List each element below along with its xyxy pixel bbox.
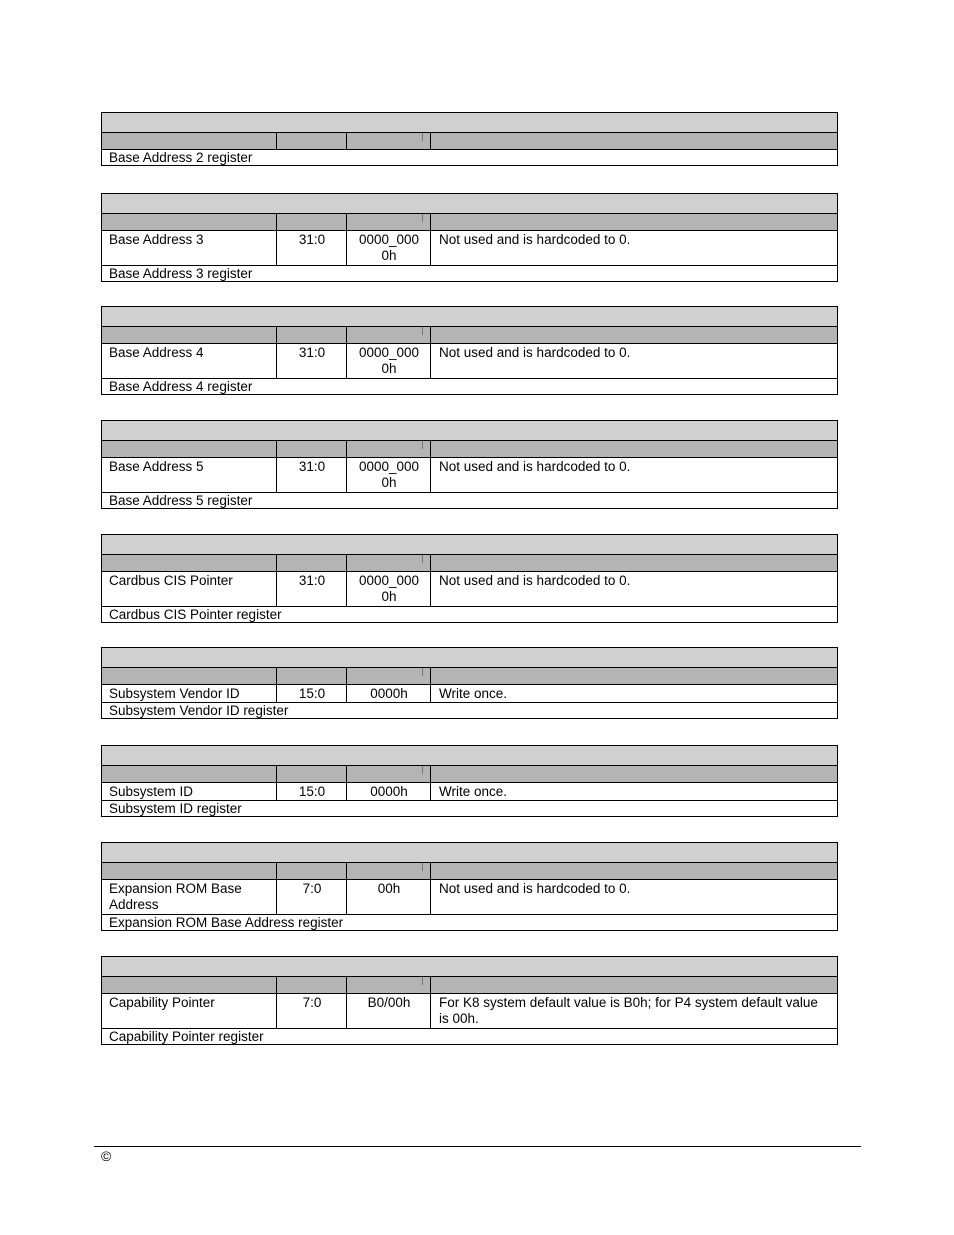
field-bits: 7:0: [277, 994, 347, 1028]
table-row: [102, 458, 837, 493]
register-table-subsystem-vendor-id: [101, 647, 838, 719]
field-bits: 15:0: [277, 783, 347, 800]
field-description: For K8 system default value is B0h; for P4 system default value is 00h.: [439, 995, 818, 1026]
table-row: [102, 994, 837, 1029]
field-name: Base Address 5: [102, 458, 277, 492]
field-description: Write once.: [439, 784, 508, 799]
table-row: [102, 880, 837, 915]
table-title-bar: [102, 957, 837, 977]
field-description: Not used and is hardcoded to 0.: [439, 459, 631, 474]
field-description: Not used and is hardcoded to 0.: [439, 232, 631, 247]
table-caption: Base Address 5 register: [109, 493, 253, 508]
field-name: Subsystem ID: [102, 783, 277, 800]
footer-divider: [94, 1146, 861, 1147]
table-row: [102, 685, 837, 703]
field-bits: 31:0: [277, 458, 347, 492]
table-title-bar: [102, 194, 837, 214]
table-caption: Cardbus CIS Pointer register: [109, 607, 282, 622]
register-table-subsystem-id: [101, 745, 838, 817]
table-title-bar: [102, 113, 837, 133]
register-table-base-address-3: [101, 193, 838, 282]
table-row: [102, 231, 837, 266]
register-table-capability-pointer: [101, 956, 838, 1045]
table-header-row: [102, 441, 837, 458]
field-bits: 31:0: [277, 344, 347, 378]
table-title-bar: [102, 535, 837, 555]
table-header-row: [102, 327, 837, 344]
table-header-row: [102, 863, 837, 880]
field-default: B0/00h: [347, 994, 431, 1028]
field-default: 0000h: [347, 685, 431, 702]
table-row: [102, 783, 837, 801]
table-header-row: [102, 555, 837, 572]
register-table-base-address-5: [101, 420, 838, 509]
register-table-base-address-2: [101, 112, 838, 166]
copyright-symbol: ©: [101, 1148, 112, 1164]
register-table-expansion-rom-base-address: [101, 842, 838, 931]
field-name: Base Address 3: [102, 231, 277, 265]
table-row: [102, 572, 837, 607]
field-bits: 31:0: [277, 231, 347, 265]
table-caption: Subsystem Vendor ID register: [109, 703, 289, 718]
table-caption: Base Address 2 register: [109, 150, 253, 165]
table-caption: Expansion ROM Base Address register: [109, 915, 344, 930]
field-description: Write once.: [439, 686, 508, 701]
field-default: 0000_000 0h: [347, 572, 431, 606]
table-header-row: [102, 133, 837, 150]
table-header-row: [102, 977, 837, 994]
field-name: Base Address 4: [102, 344, 277, 378]
table-caption: Capability Pointer register: [109, 1029, 264, 1044]
field-default: 0000_000 0h: [347, 344, 431, 378]
field-description: Not used and is hardcoded to 0.: [439, 345, 631, 360]
table-title-bar: [102, 648, 837, 668]
table-header-row: [102, 668, 837, 685]
table-caption: Subsystem ID register: [109, 801, 242, 816]
register-table-cardbus-cis-pointer: [101, 534, 838, 623]
field-description: Not used and is hardcoded to 0.: [439, 881, 631, 896]
field-name: Capability Pointer: [102, 994, 277, 1028]
table-row: [102, 344, 837, 379]
table-title-bar: [102, 843, 837, 863]
field-bits: 15:0: [277, 685, 347, 702]
field-default: 0000_000 0h: [347, 458, 431, 492]
field-bits: 31:0: [277, 572, 347, 606]
field-bits: 7:0: [277, 880, 347, 914]
table-caption: Base Address 4 register: [109, 379, 253, 394]
table-title-bar: [102, 421, 837, 441]
table-header-row: [102, 214, 837, 231]
field-name: Cardbus CIS Pointer: [102, 572, 277, 606]
field-name: Subsystem Vendor ID: [102, 685, 277, 702]
register-table-base-address-4: [101, 306, 838, 395]
table-caption: Base Address 3 register: [109, 266, 253, 281]
field-default: 0000_000 0h: [347, 231, 431, 265]
field-description: Not used and is hardcoded to 0.: [439, 573, 631, 588]
table-title-bar: [102, 307, 837, 327]
field-default: 0000h: [347, 783, 431, 800]
table-title-bar: [102, 746, 837, 766]
field-name: Expansion ROM Base Address: [102, 880, 277, 914]
field-default: 00h: [347, 880, 431, 914]
table-header-row: [102, 766, 837, 783]
